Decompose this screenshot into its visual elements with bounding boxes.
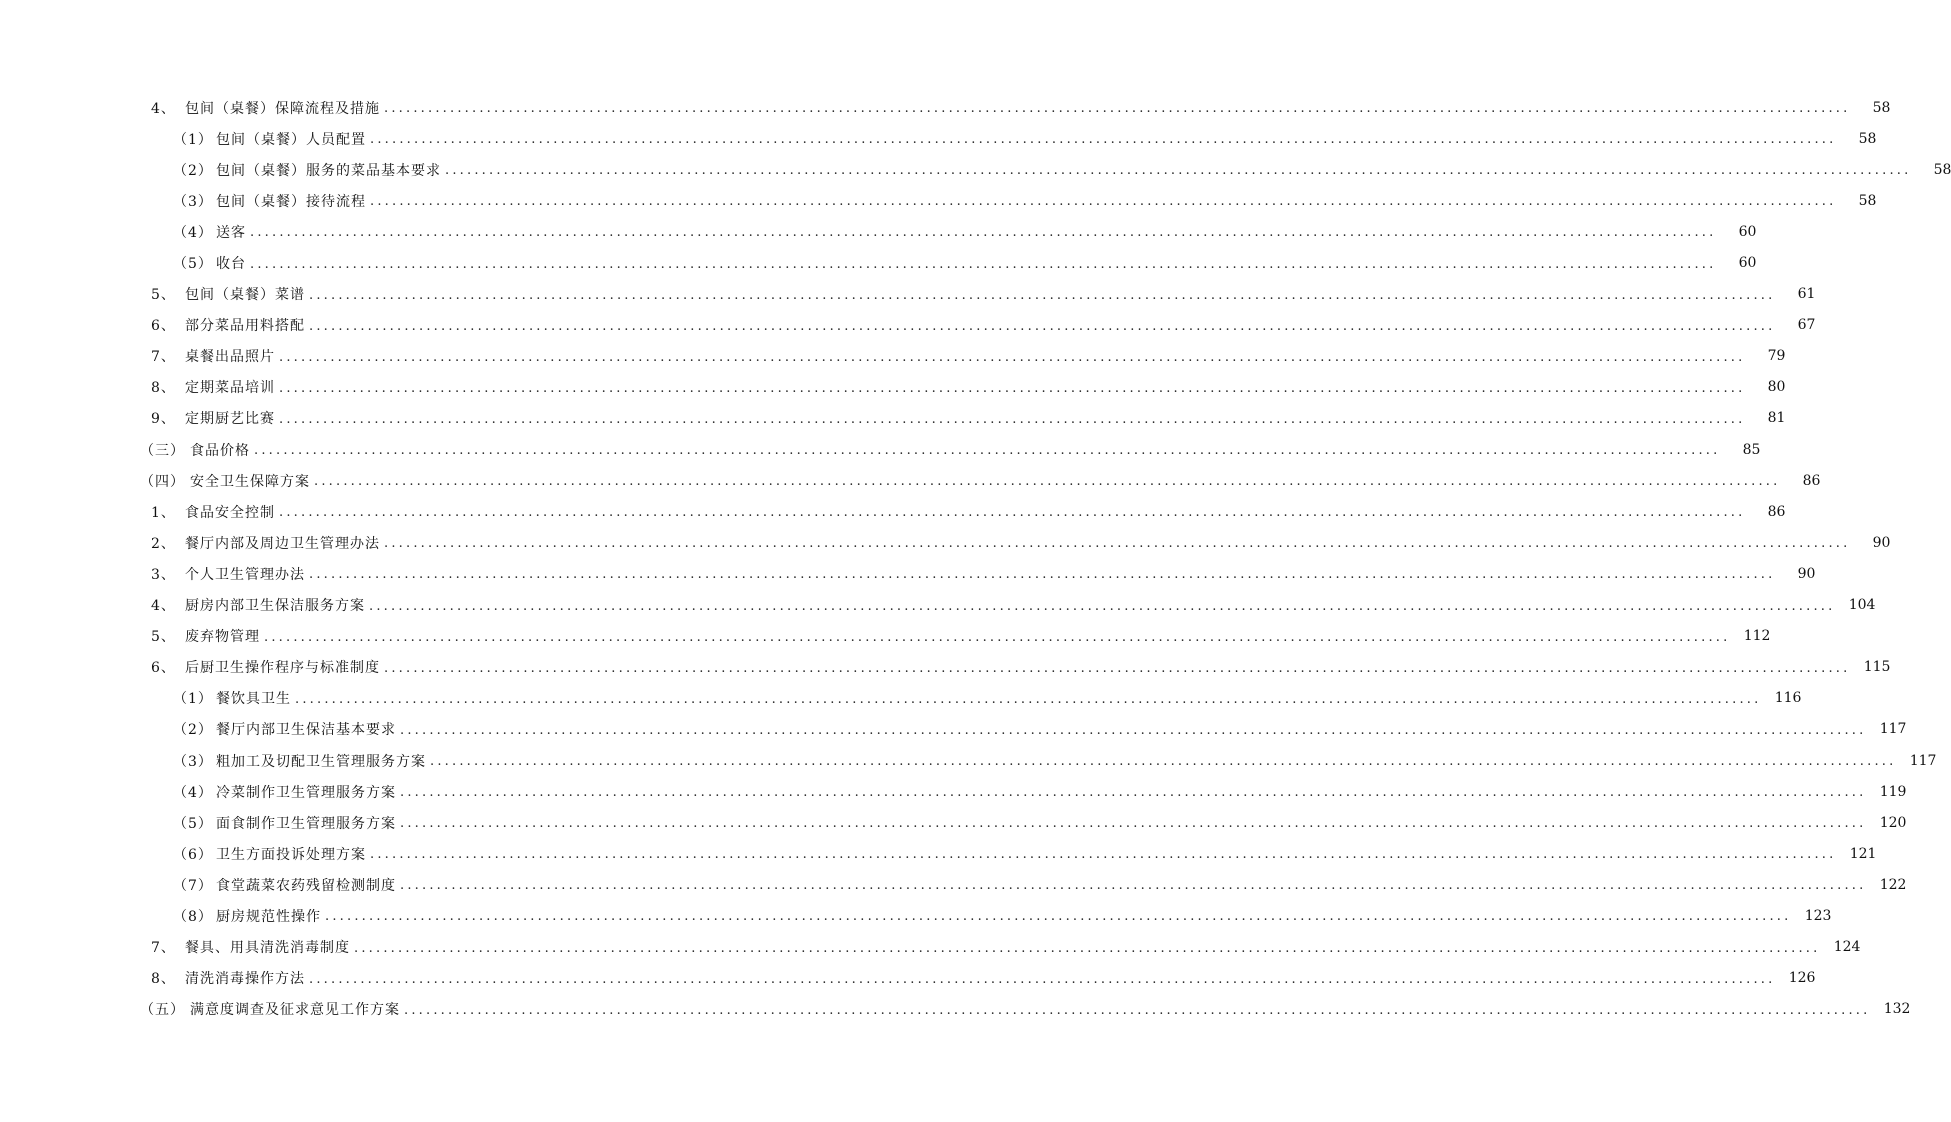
toc-entry[interactable] [0, 807, 1907, 838]
dot-leader: ........................................................................................................................................................................................................ [400, 722, 1867, 738]
toc-entry[interactable] [0, 994, 1911, 1025]
dot-leader: ........................................................................................................................................................................................................ [295, 691, 1762, 707]
toc-entry[interactable] [0, 247, 1757, 278]
toc-entry-title: 厨房内部卫生保洁服务方案 [185, 598, 365, 615]
toc-entry[interactable] [0, 776, 1907, 807]
toc-entry-title: 定期菜品培训 [185, 380, 275, 397]
toc-entry-number: （3） [173, 193, 213, 210]
toc-entry-page-number: 120 [1879, 814, 1907, 831]
toc-entry-number: （8） [173, 908, 213, 925]
toc-entry-number: 8、 [151, 380, 176, 397]
toc-entry-number: （5） [173, 815, 213, 832]
toc-entry-page-number: 80 [1767, 379, 1786, 396]
toc-entry-number: 9、 [151, 411, 176, 428]
toc-entry[interactable] [0, 683, 1802, 714]
toc-entry[interactable] [0, 341, 1786, 372]
toc-entry[interactable] [0, 465, 1821, 496]
toc-entry-page-number: 90 [1797, 565, 1816, 582]
toc-entry[interactable] [0, 496, 1786, 527]
toc-entry-title: 面食制作卫生管理服务方案 [216, 815, 396, 832]
toc-entry-title: 包间（桌餐）服务的菜品基本要求 [216, 162, 441, 179]
dot-leader: ........................................................................................................................................................................................................ [384, 536, 1851, 552]
toc-entry-number: （四） [140, 473, 185, 490]
toc-entry-page-number: 126 [1788, 970, 1816, 987]
toc-entry-title: 部分菜品用料搭配 [185, 318, 305, 335]
dot-leader: ........................................................................................................................................................................................................ [384, 660, 1851, 676]
toc-entry-title: 食品价格 [190, 442, 250, 459]
toc-entry-number: 6、 [151, 318, 176, 335]
dot-leader: ........................................................................................................................................................................................................ [309, 287, 1776, 303]
toc-entry-number: （2） [173, 722, 213, 739]
toc-entry[interactable] [0, 932, 1861, 963]
toc-entry-number: （五） [140, 1002, 185, 1019]
toc-entry-page-number: 58 [1858, 130, 1877, 147]
toc-entry-page-number: 117 [1909, 752, 1937, 769]
toc-entry-page-number: 116 [1774, 690, 1802, 707]
toc-entry-number: 5、 [151, 287, 176, 304]
toc-entry-number: 1、 [151, 504, 176, 521]
toc-entry-number: （2） [173, 162, 213, 179]
toc-entry-title: 厨房规范性操作 [216, 908, 321, 925]
toc-entry[interactable] [0, 869, 1907, 900]
toc-entry-number: （5） [173, 256, 213, 273]
toc-entry-number: 7、 [151, 349, 176, 366]
toc-entry-page-number: 79 [1767, 348, 1786, 365]
toc-entry-page-number: 60 [1738, 223, 1757, 240]
toc-entry[interactable] [0, 558, 1816, 589]
toc-entry-title: 包间（桌餐）人员配置 [216, 131, 366, 148]
toc-entry-number: 2、 [151, 535, 176, 552]
dot-leader: ........................................................................................................................................................................................................ [400, 785, 1867, 801]
toc-entry-page-number: 86 [1802, 472, 1821, 489]
toc-entry-title: 粗加工及切配卫生管理服务方案 [216, 753, 426, 770]
toc-entry[interactable] [0, 154, 1951, 185]
toc-entry-title: 后厨卫生操作程序与标准制度 [185, 660, 380, 677]
toc-entry-page-number: 67 [1797, 317, 1816, 334]
dot-leader: ........................................................................................................................................................................................................ [279, 349, 1746, 365]
dot-leader: ........................................................................................................................................................................................................ [370, 132, 1837, 148]
toc-entry-title: 安全卫生保障方案 [190, 473, 310, 490]
toc-entry-title: 餐厅内部及周边卫生管理办法 [185, 535, 380, 552]
toc-entry-page-number: 123 [1804, 907, 1832, 924]
toc-entry-number: （4） [173, 224, 213, 241]
toc-entry-number: （6） [173, 846, 213, 863]
dot-leader: ........................................................................................................................................................................................................ [369, 598, 1836, 614]
dot-leader: ........................................................................................................................................................................................................ [400, 878, 1867, 894]
toc-entry[interactable] [0, 310, 1816, 341]
toc-entry[interactable] [0, 434, 1761, 465]
toc-entry-page-number: 117 [1879, 721, 1907, 738]
toc-entry[interactable] [0, 527, 1891, 558]
dot-leader: ........................................................................................................................................................................................................ [309, 971, 1776, 987]
toc-entry-title: 送客 [216, 224, 246, 241]
toc-entry-page-number: 121 [1849, 845, 1877, 862]
dot-leader: ........................................................................................................................................................................................................ [370, 847, 1837, 863]
toc-entry-title: 餐厅内部卫生保洁基本要求 [216, 722, 396, 739]
toc-entry-page-number: 124 [1833, 939, 1861, 956]
toc-entry[interactable] [0, 621, 1771, 652]
toc-entry[interactable] [0, 652, 1891, 683]
toc-entry[interactable] [0, 123, 1877, 154]
toc-entry[interactable] [0, 279, 1816, 310]
dot-leader: ........................................................................................................................................................................................................ [445, 163, 1912, 179]
dot-leader: ........................................................................................................................................................................................................ [309, 318, 1776, 334]
dot-leader: ........................................................................................................................................................................................................ [370, 194, 1837, 210]
dot-leader: ........................................................................................................................................................................................................ [250, 256, 1717, 272]
dot-leader: ........................................................................................................................................................................................................ [250, 225, 1717, 241]
toc-entry-title: 满意度调查及征求意见工作方案 [190, 1002, 400, 1019]
toc-entry-page-number: 58 [1933, 161, 1951, 178]
toc-entry-number: （三） [140, 442, 185, 459]
toc-entry-title: 废弃物管理 [185, 629, 260, 646]
toc-entry[interactable] [0, 590, 1876, 621]
toc-entry[interactable] [0, 714, 1907, 745]
toc-entry-page-number: 81 [1767, 410, 1786, 427]
toc-entry-title: 个人卫生管理办法 [185, 566, 305, 583]
toc-entry-title: 卫生方面投诉处理方案 [216, 846, 366, 863]
toc-entry[interactable] [0, 216, 1757, 247]
toc-entry-number: 5、 [151, 629, 176, 646]
dot-leader: ........................................................................................................................................................................................................ [384, 101, 1851, 117]
toc-entry-title: 包间（桌餐）菜谱 [185, 287, 305, 304]
toc-entry-page-number: 119 [1879, 783, 1907, 800]
toc-entry-number: 4、 [151, 100, 176, 117]
dot-leader: ........................................................................................................................................................................................................ [279, 380, 1746, 396]
toc-entry-page-number: 132 [1883, 1001, 1911, 1018]
toc-entry-title: 食品安全控制 [185, 504, 275, 521]
toc-entry[interactable] [0, 92, 1891, 123]
toc-entry-number: （1） [173, 131, 213, 148]
toc-entry-title: 餐具、用具清洗消毒制度 [185, 940, 350, 957]
toc-entry-page-number: 58 [1872, 99, 1891, 116]
dot-leader: ........................................................................................................................................................................................................ [309, 567, 1776, 583]
toc-entry-number: （4） [173, 784, 213, 801]
toc-entry-number: 7、 [151, 940, 176, 957]
toc-entry-page-number: 61 [1797, 286, 1816, 303]
toc-entry-title: 桌餐出品照片 [185, 349, 275, 366]
toc-entry-page-number: 122 [1879, 876, 1907, 893]
toc-entry[interactable] [0, 403, 1786, 434]
dot-leader: ........................................................................................................................................................................................................ [404, 1002, 1871, 1018]
table-of-contents [0, 92, 1951, 1025]
toc-entry-page-number: 85 [1742, 441, 1761, 458]
toc-entry-page-number: 58 [1858, 192, 1877, 209]
toc-entry-page-number: 90 [1872, 534, 1891, 551]
toc-entry-number: 6、 [151, 660, 176, 677]
toc-entry-title: 包间（桌餐）接待流程 [216, 193, 366, 210]
dot-leader: ........................................................................................................................................................................................................ [354, 940, 1821, 956]
toc-entry[interactable] [0, 963, 1816, 994]
dot-leader: ........................................................................................................................................................................................................ [279, 411, 1746, 427]
dot-leader: ........................................................................................................................................................................................................ [314, 474, 1781, 490]
toc-entry-number: （1） [173, 691, 213, 708]
dot-leader: ........................................................................................................................................................................................................ [279, 505, 1746, 521]
toc-entry-page-number: 104 [1848, 597, 1876, 614]
toc-entry[interactable] [0, 372, 1786, 403]
toc-entry-number: 4、 [151, 598, 176, 615]
toc-entry-title: 包间（桌餐）保障流程及措施 [185, 100, 380, 117]
toc-entry-page-number: 86 [1767, 503, 1786, 520]
toc-entry-title: 冷菜制作卫生管理服务方案 [216, 784, 396, 801]
toc-entry-number: 8、 [151, 971, 176, 988]
toc-entry[interactable] [0, 838, 1877, 869]
dot-leader: ........................................................................................................................................................................................................ [430, 754, 1897, 770]
toc-entry-title: 食堂蔬菜农药残留检测制度 [216, 877, 396, 894]
dot-leader: ........................................................................................................................................................................................................ [254, 443, 1721, 459]
toc-entry-page-number: 112 [1743, 628, 1771, 645]
toc-entry-number: （3） [173, 753, 213, 770]
dot-leader: ........................................................................................................................................................................................................ [264, 629, 1731, 645]
toc-entry-number: 3、 [151, 566, 176, 583]
dot-leader: ........................................................................................................................................................................................................ [325, 909, 1792, 925]
toc-entry-title: 清洗消毒操作方法 [185, 971, 305, 988]
toc-entry-title: 餐饮具卫生 [216, 691, 291, 708]
toc-entry-page-number: 60 [1738, 255, 1757, 272]
toc-entry-page-number: 115 [1863, 659, 1891, 676]
toc-entry-title: 收台 [216, 256, 246, 273]
toc-entry[interactable] [0, 185, 1877, 216]
dot-leader: ........................................................................................................................................................................................................ [400, 816, 1867, 832]
toc-entry-number: （7） [173, 877, 213, 894]
toc-entry-title: 定期厨艺比赛 [185, 411, 275, 428]
toc-entry[interactable] [0, 745, 1937, 776]
toc-entry[interactable] [0, 900, 1832, 931]
